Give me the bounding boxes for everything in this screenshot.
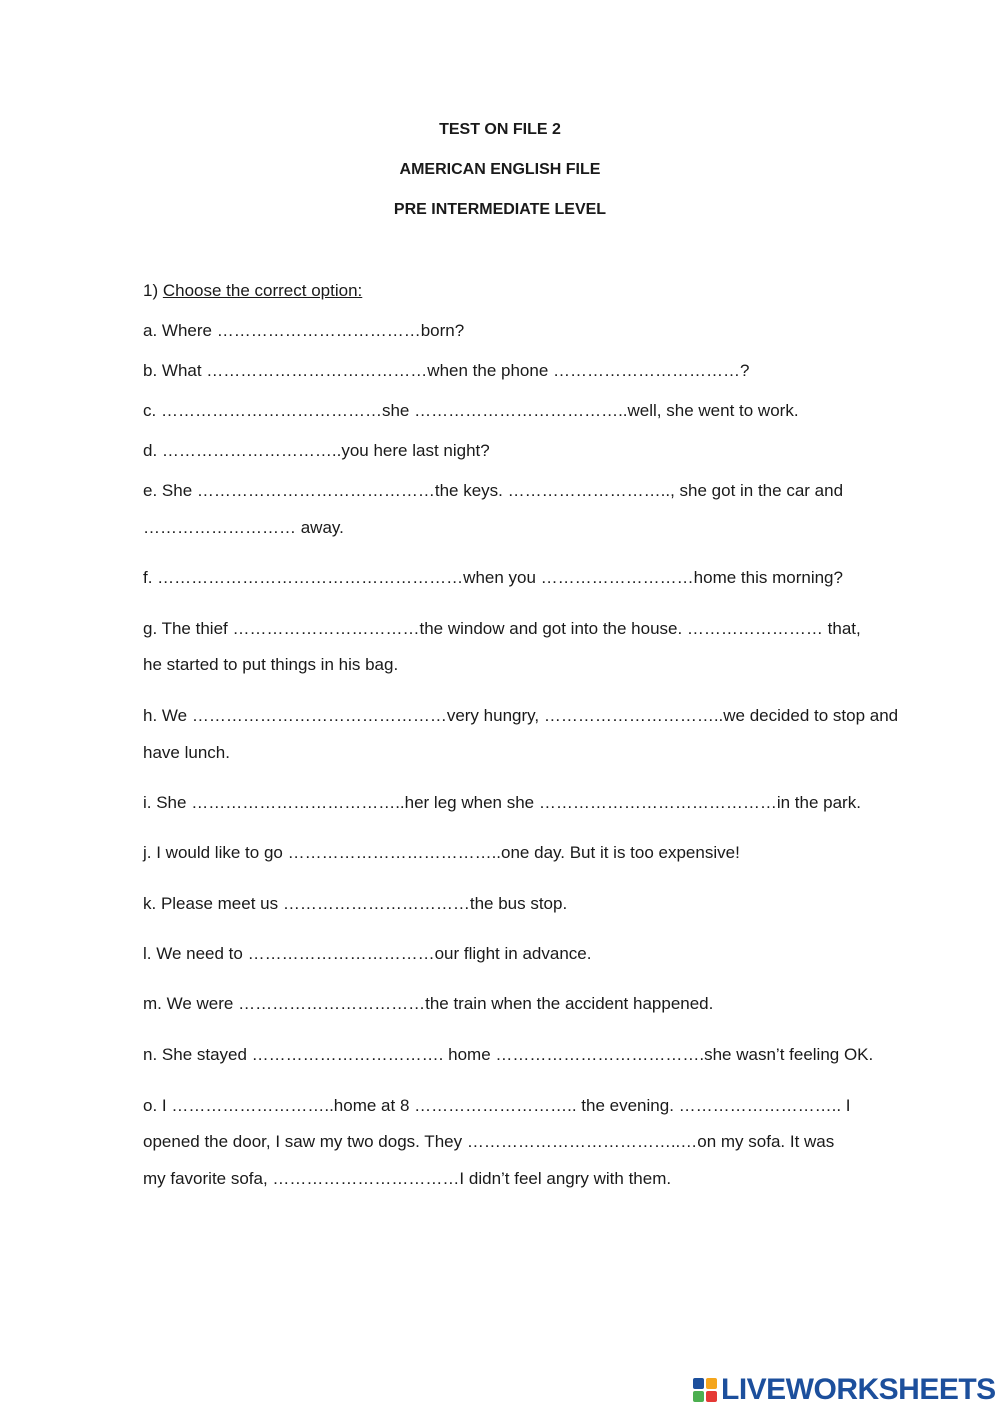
exercise-line-g-cont: he started to put things in his bag.	[143, 655, 399, 674]
exercise-line-l: l. We need to ……………………………our flight in advance.	[143, 944, 592, 963]
exercise-line-o-cont-2: my favorite sofa, ……………………………I didn’t feel angry with them.	[143, 1169, 672, 1188]
exercise-line-h: h. We ………………………………………very hungry, …………………………..we decided to stop and	[143, 706, 899, 725]
exercise-line-m: m. We were ……………………………the train when the accident happened.	[143, 994, 714, 1013]
exercise-line-i: i. She ………………………………..her leg when she ……………………………………in the park.	[143, 793, 861, 812]
liveworksheets-logo	[693, 1374, 996, 1406]
exercise-line-k: k. Please meet us ……………………………the bus stop.	[143, 894, 568, 913]
exercise-line-f: f. ………………………………………………when you ………………………home this morning?	[143, 568, 843, 587]
exercise-line-a: a. Where ………………………………born?	[143, 321, 465, 340]
exercise-line-o-cont-1: opened the door, I saw my two dogs. They ………………………………..…on my sofa. It was	[143, 1132, 835, 1151]
question-instruction: Choose the correct option:	[162, 281, 363, 300]
header-title-3: PRE INTERMEDIATE LEVEL	[393, 201, 607, 218]
exercise-line-j: j. I would like to go ………………………………..one day. But it is too expensive!	[143, 843, 740, 862]
exercise-line-n: n. She stayed ……………………………. home ……………………………….she wasn’t feeling OK.	[143, 1045, 874, 1064]
logo-square-3	[693, 1391, 704, 1402]
exercise-line-c: c. …………………………………she ………………………………..well, she went to work.	[143, 401, 799, 420]
exercise-line-d: d. …………………………..you here last night?	[143, 441, 490, 460]
question-number: 1)	[143, 281, 159, 300]
question-1-heading	[143, 281, 362, 301]
logo-text: LIVEWORKSHEETS	[721, 1373, 996, 1406]
exercise-line-g: g. The thief ……………………………the window and got into the house. …………………… that,	[143, 619, 861, 638]
header-title-1: TEST ON FILE 2	[439, 121, 561, 138]
logo-squares-icon	[693, 1378, 717, 1402]
logo-square-4	[706, 1391, 717, 1402]
exercise-line-e: e. She ……………………………………the keys. ……………………….., she got in the car and	[143, 481, 844, 500]
logo-square-2	[706, 1378, 717, 1389]
exercise-line-h-cont: have lunch.	[143, 743, 230, 762]
logo-square-1	[693, 1378, 704, 1389]
exercise-line-e-cont: ……………………… away.	[143, 518, 344, 537]
exercise-line-b: b. What …………………………………when the phone ……………………………?	[143, 361, 750, 380]
exercise-line-o: o. I ………………………..home at 8 ……………………….. the evening. ……………………….. I	[143, 1096, 851, 1115]
header-title-2: AMERICAN ENGLISH FILE	[399, 161, 601, 178]
